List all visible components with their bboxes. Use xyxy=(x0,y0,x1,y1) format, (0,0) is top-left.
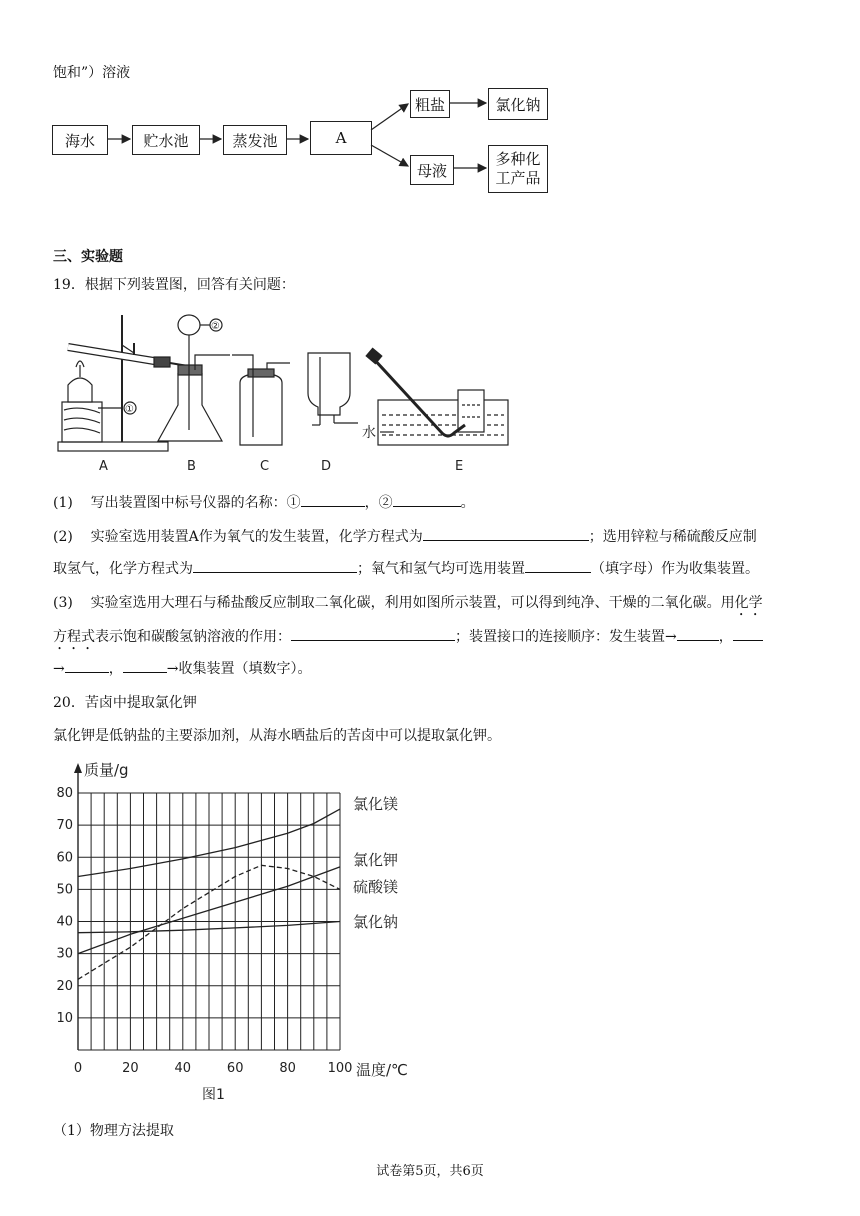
q19-part2-e: （填字母）作为收集装置。 xyxy=(591,561,759,577)
q19-part3-line3 xyxy=(53,658,311,678)
flow-node-products-line2: 工产品 xyxy=(495,169,541,187)
q19-part3-emph1: 化学 xyxy=(734,595,763,611)
answer-blank[interactable] xyxy=(65,658,109,673)
q20-intro: 氯化钾是低钠盐的主要添加剂，从海水晒盐后的苦卤中可以提取氯化钾。 xyxy=(53,728,501,744)
q19-part2-line2 xyxy=(53,558,759,578)
figure-caption: 图1 xyxy=(202,1087,225,1103)
y-tick-label: 70 xyxy=(56,818,73,834)
q19-part1-mid: ，② xyxy=(364,495,393,511)
q19-part3-line2 xyxy=(53,626,763,653)
y-tick-label: 20 xyxy=(56,978,73,994)
apparatus-figure xyxy=(50,305,520,475)
y-tick-label: 80 xyxy=(56,786,73,801)
apparatus-label-c: C xyxy=(260,459,270,474)
y-axis-arrow xyxy=(74,763,82,773)
x-tick-label: 60 xyxy=(226,1061,244,1076)
x-tick-label: 40 xyxy=(174,1061,192,1076)
q19-part1-num: (1) xyxy=(53,495,73,511)
x-tick-label: 20 xyxy=(122,1061,139,1076)
section-heading: 三、实验题 xyxy=(53,249,123,265)
flow-node-reservoir: 贮水池 xyxy=(132,125,200,155)
apparatus-a-base xyxy=(58,442,168,451)
answer-blank[interactable] xyxy=(733,626,763,641)
q20-stem: 20．苦卤中提取氯化钾 xyxy=(53,695,197,711)
q19-part1 xyxy=(53,492,475,512)
answer-blank[interactable] xyxy=(677,626,719,641)
x-axis-label: 温度/℃ xyxy=(356,1061,408,1079)
top-line: 饱和”）溶液 xyxy=(53,65,131,81)
q19-part2-a: 实验室选用装置A作为氧气的发生装置，化学方程式为 xyxy=(90,529,423,545)
answer-blank[interactable] xyxy=(291,626,455,641)
answer-blank[interactable] xyxy=(393,492,461,507)
flow-node-sodium-chloride: 氯化钠 xyxy=(488,88,548,120)
q19-part3-a: 实验室选用大理石与稀盐酸反应制取二氧化碳，利用如图所示装置，可以得到纯净、干燥的二氧化碳。用 xyxy=(90,595,735,611)
answer-blank[interactable] xyxy=(423,526,589,541)
q19-stem: 19．根据下列装置图，回答有关问题： xyxy=(53,277,295,293)
flow-node-mother-liquor: 母液 xyxy=(410,155,454,185)
page-footer: 试卷第5页，共6页 xyxy=(376,1164,484,1179)
flow-node-a: A xyxy=(310,121,372,155)
q19-part2-d: ；氧气和氢气均可选用装置 xyxy=(357,561,525,577)
q19-part3-num: (3) xyxy=(53,595,73,611)
q19-part2-c: 取氢气，化学方程式为 xyxy=(53,561,193,577)
apparatus-marker-1: ① xyxy=(125,404,134,415)
q19-part3-f: ， xyxy=(108,661,123,677)
x-tick-label: 80 xyxy=(279,1061,296,1076)
answer-blank[interactable] xyxy=(301,492,365,507)
flow-node-seawater: 海水 xyxy=(52,125,108,155)
q19-part3-line1 xyxy=(53,592,763,619)
answer-blank[interactable] xyxy=(193,558,357,573)
q19-part3-emph2: 方程式 xyxy=(53,629,95,645)
q19-part3-g: →收集装置（填数字）。 xyxy=(166,661,312,677)
apparatus-label-a: A xyxy=(99,459,108,474)
q19-part3-d: ， xyxy=(718,629,733,645)
q20-sub1: （1）物理方法提取 xyxy=(53,1123,174,1139)
flow-node-products-line1: 多种化 xyxy=(495,150,541,168)
series-label: 氯化钾 xyxy=(353,851,399,869)
q19-part3-c: ；装置接口的连接顺序：发生装置→ xyxy=(455,629,677,645)
water-label: 水 xyxy=(362,425,376,441)
q19-part2-num: (2) xyxy=(53,529,73,545)
q19-part1-end: 。 xyxy=(460,495,475,511)
y-tick-label: 30 xyxy=(56,946,73,962)
y-axis-label: 质量/g xyxy=(84,761,129,779)
y-tick-label: 60 xyxy=(56,850,73,866)
flow-arrows xyxy=(0,0,860,220)
y-tick-label: 40 xyxy=(56,914,73,930)
apparatus-label-b: B xyxy=(187,459,196,474)
apparatus-label-d: D xyxy=(321,459,332,474)
solubility-chart xyxy=(40,755,430,1110)
y-tick-label: 50 xyxy=(56,882,73,898)
apparatus-label-e: E xyxy=(455,459,464,474)
q19-part2-line1 xyxy=(53,526,757,546)
q19-part3-e: → xyxy=(53,661,65,677)
q19-part3-b: 表示饱和碳酸氢钠溶液的作用： xyxy=(95,629,291,645)
x-tick-label: 100 xyxy=(327,1061,353,1076)
series-label: 氯化镁 xyxy=(353,795,399,813)
series-label: 硫酸镁 xyxy=(353,878,399,896)
x-tick-label: 0 xyxy=(73,1061,83,1076)
series-label: 氯化钠 xyxy=(353,913,399,931)
q19-part1-text: 写出装置图中标号仪器的名称：① xyxy=(90,495,301,511)
answer-blank[interactable] xyxy=(525,558,591,573)
apparatus-marker-2: ② xyxy=(211,321,220,332)
flow-node-evaporation-pond: 蒸发池 xyxy=(223,125,287,155)
y-tick-label: 10 xyxy=(56,1010,73,1026)
q19-part2-b: ；选用锌粒与稀硫酸反应制 xyxy=(588,529,757,545)
flow-node-crude-salt: 粗盐 xyxy=(410,90,450,118)
answer-blank[interactable] xyxy=(123,658,167,673)
